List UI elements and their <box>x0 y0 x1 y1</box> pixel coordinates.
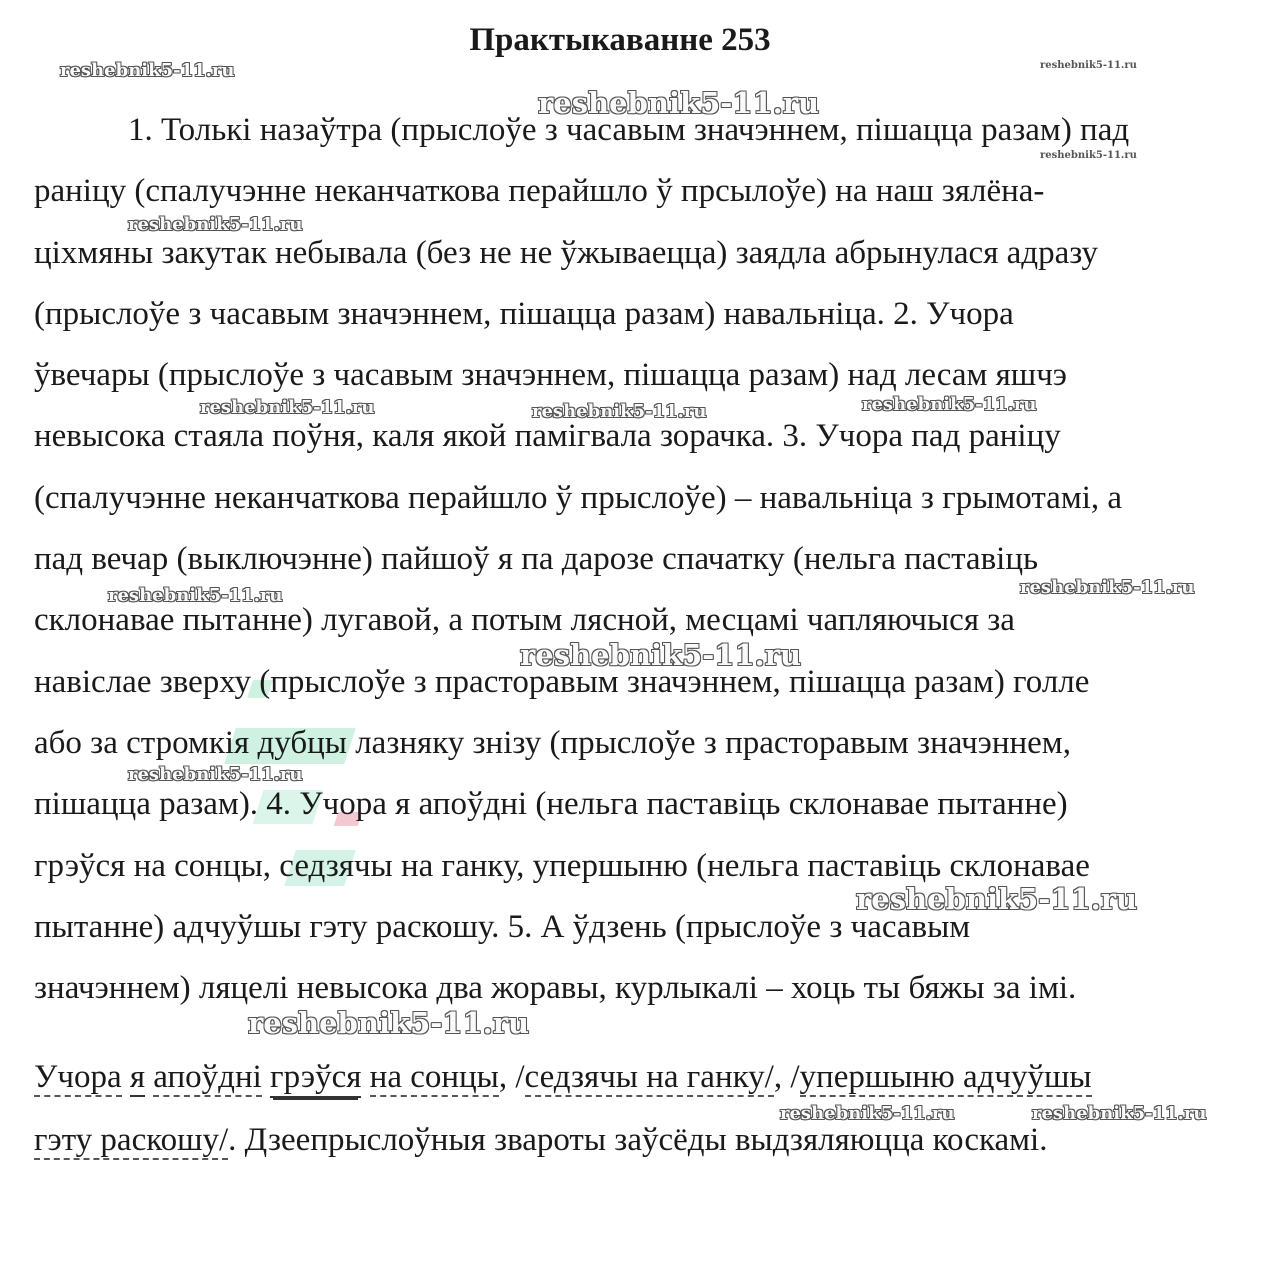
text-line: невысока стаяла поўня, каля якой памігвала зорачка. 3. Учора пад раніцу <box>34 418 1061 455</box>
watermark: reshebnik5-11.ru <box>532 401 707 422</box>
separator: , / <box>773 1059 800 1095</box>
watermark: reshebnik5-11.ru <box>128 764 303 785</box>
watermark: reshebnik5-11.ru <box>1040 150 1137 161</box>
predicate-word: грэўся <box>270 1059 361 1098</box>
text-line: значэннем) ляцелі невысока два жоравы, курлыкалі – хоць ты бяжы за імі. <box>34 970 1077 1007</box>
text-line: пад вечар (выключэнне) пайшоў я па дарозе спачатку (нельга паставіць <box>34 541 1039 578</box>
exercise-text <box>34 100 1234 1019</box>
text-line: пішацца разам). 4. Учора я апоўдні (нельга паставіць склонавае пытанне) <box>34 786 1068 823</box>
watermark: reshebnik5-11.ru <box>1040 60 1137 71</box>
watermark: reshebnik5-11.ru <box>1020 577 1195 598</box>
adverbial-word: апоўдні <box>153 1059 262 1095</box>
sentence-analysis <box>34 1046 1234 1172</box>
text-line: ціхмяны закутак небывала (без не не ўжываецца) заядла абрынулася адразу <box>34 234 1099 271</box>
watermark: reshebnik5-11.ru <box>128 214 303 235</box>
watermark: reshebnik5-11.ru <box>60 60 235 81</box>
text-line: склонавае пытанне) лугавой, а потым лясной, месцамі чапляючыся за <box>34 602 1015 639</box>
text-line: раніцу (спалучэнне неканчаткова перайшло ў прсылоўе) на наш зялёна- <box>34 173 1045 210</box>
adverbial-word: Учора <box>34 1059 122 1095</box>
watermark: reshebnik5-11.ru <box>538 86 820 120</box>
text-line: 1. Толькі назаўтра (прыслоўе з часавым значэннем, пішацца разам) пад <box>128 112 1130 148</box>
watermark: reshebnik5-11.ru <box>248 1006 530 1040</box>
text-line: або за стромкія дубцы лазняку знізу (прыслоўе з прасторавым значэннем, <box>34 724 1071 761</box>
text-line: ўвечары (прыслоўе з часавым значэннем, пішацца разам) над лесам яшчэ <box>34 357 1067 394</box>
watermark: reshebnik5-11.ru <box>108 585 283 606</box>
text-line: пытанне) адчуўшы гэту раскошу. 5. А ўдзень (прыслоўе з часавым <box>34 908 971 945</box>
text-line: (спалучэнне неканчаткова перайшло ў прыслоўе) – навальніца з грымотамі, а <box>34 479 1123 516</box>
exercise-title: Практыкаванне 253 <box>469 22 771 58</box>
text-line: грэўся на сонцы, седзячы на ганку, упершыню (нельга паставіць склонавае <box>34 847 1090 884</box>
participial-phrase: седзячы на ганку/ <box>524 1059 774 1095</box>
analysis-note: . Дзеепрыслоўныя звароты заўсёды выдзяляюцца коскамі. <box>228 1122 1048 1158</box>
separator: , / <box>498 1059 525 1095</box>
watermark: reshebnik5-11.ru <box>862 394 1037 415</box>
watermark: reshebnik5-11.ru <box>1032 1103 1207 1124</box>
subject-word: я <box>129 1059 146 1095</box>
text-line: навіслае зверху (прыслоўе з прасторавым значэннем, пішацца разам) голле <box>34 663 1090 700</box>
watermark: reshebnik5-11.ru <box>200 397 375 418</box>
adverbial-word: на сонцы <box>369 1059 499 1095</box>
text-line: (прыслоўе з часавым значэннем, пішацца разам) навальніца. 2. Учора <box>34 295 1014 332</box>
watermark: reshebnik5-11.ru <box>856 882 1138 916</box>
watermark: reshebnik5-11.ru <box>780 1103 955 1124</box>
participial-phrase: упершыню адчуўшы <box>799 1059 1092 1095</box>
watermark: reshebnik5-11.ru <box>520 638 802 672</box>
participial-phrase: гэту раскошу/ <box>34 1122 229 1158</box>
